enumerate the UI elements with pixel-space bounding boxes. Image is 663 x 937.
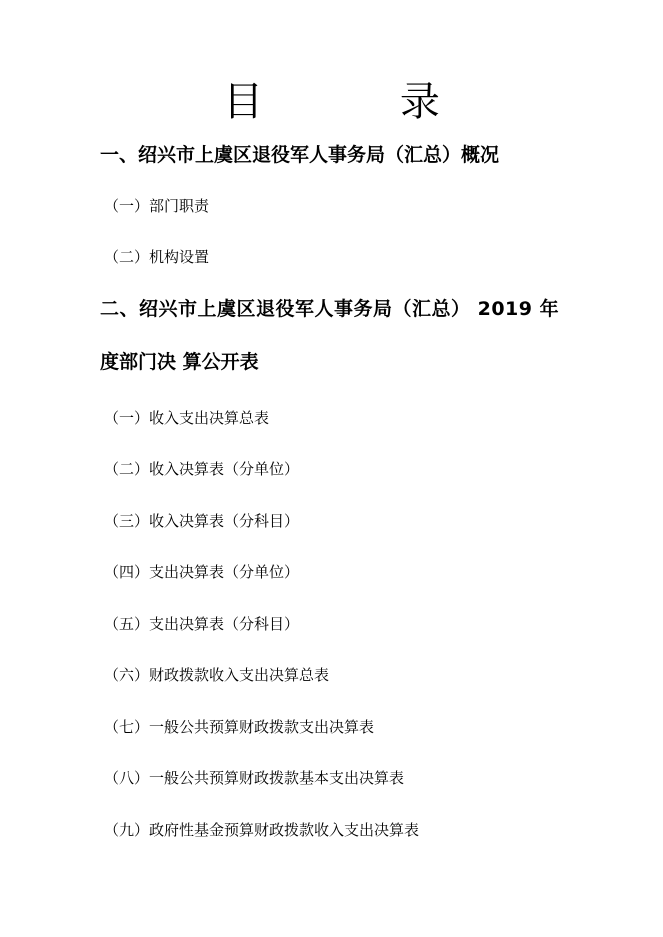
toc-item: （六）财政拨款收入支出决算总表: [104, 666, 330, 684]
toc-item: （一）收入支出决算总表: [104, 409, 270, 427]
section-2-heading-line1: 二、绍兴市上虞区退役军人事务局（汇总） 2019 年: [100, 298, 560, 320]
toc-item: （八）一般公共预算财政拨款基本支出决算表: [104, 769, 405, 787]
toc-item: （二）机构设置: [104, 248, 210, 266]
toc-item: （一）部门职责: [104, 197, 210, 215]
section-1-heading: 一、绍兴市上虞区退役军人事务局（汇总）概况: [100, 144, 500, 166]
toc-item: （五）支出决算表（分科目）: [104, 615, 300, 633]
page-title: 目 录: [223, 79, 502, 125]
toc-item: （九）政府性基金预算财政拨款收入支出决算表: [104, 821, 420, 839]
section-2-heading-line2: 度部门决 算公开表: [100, 351, 259, 373]
toc-item: （七）一般公共预算财政拨款支出决算表: [104, 718, 375, 736]
toc-item: （二）收入决算表（分单位）: [104, 460, 300, 478]
toc-item: （三）收入决算表（分科目）: [104, 512, 300, 530]
toc-item: （四）支出决算表（分单位）: [104, 563, 300, 581]
